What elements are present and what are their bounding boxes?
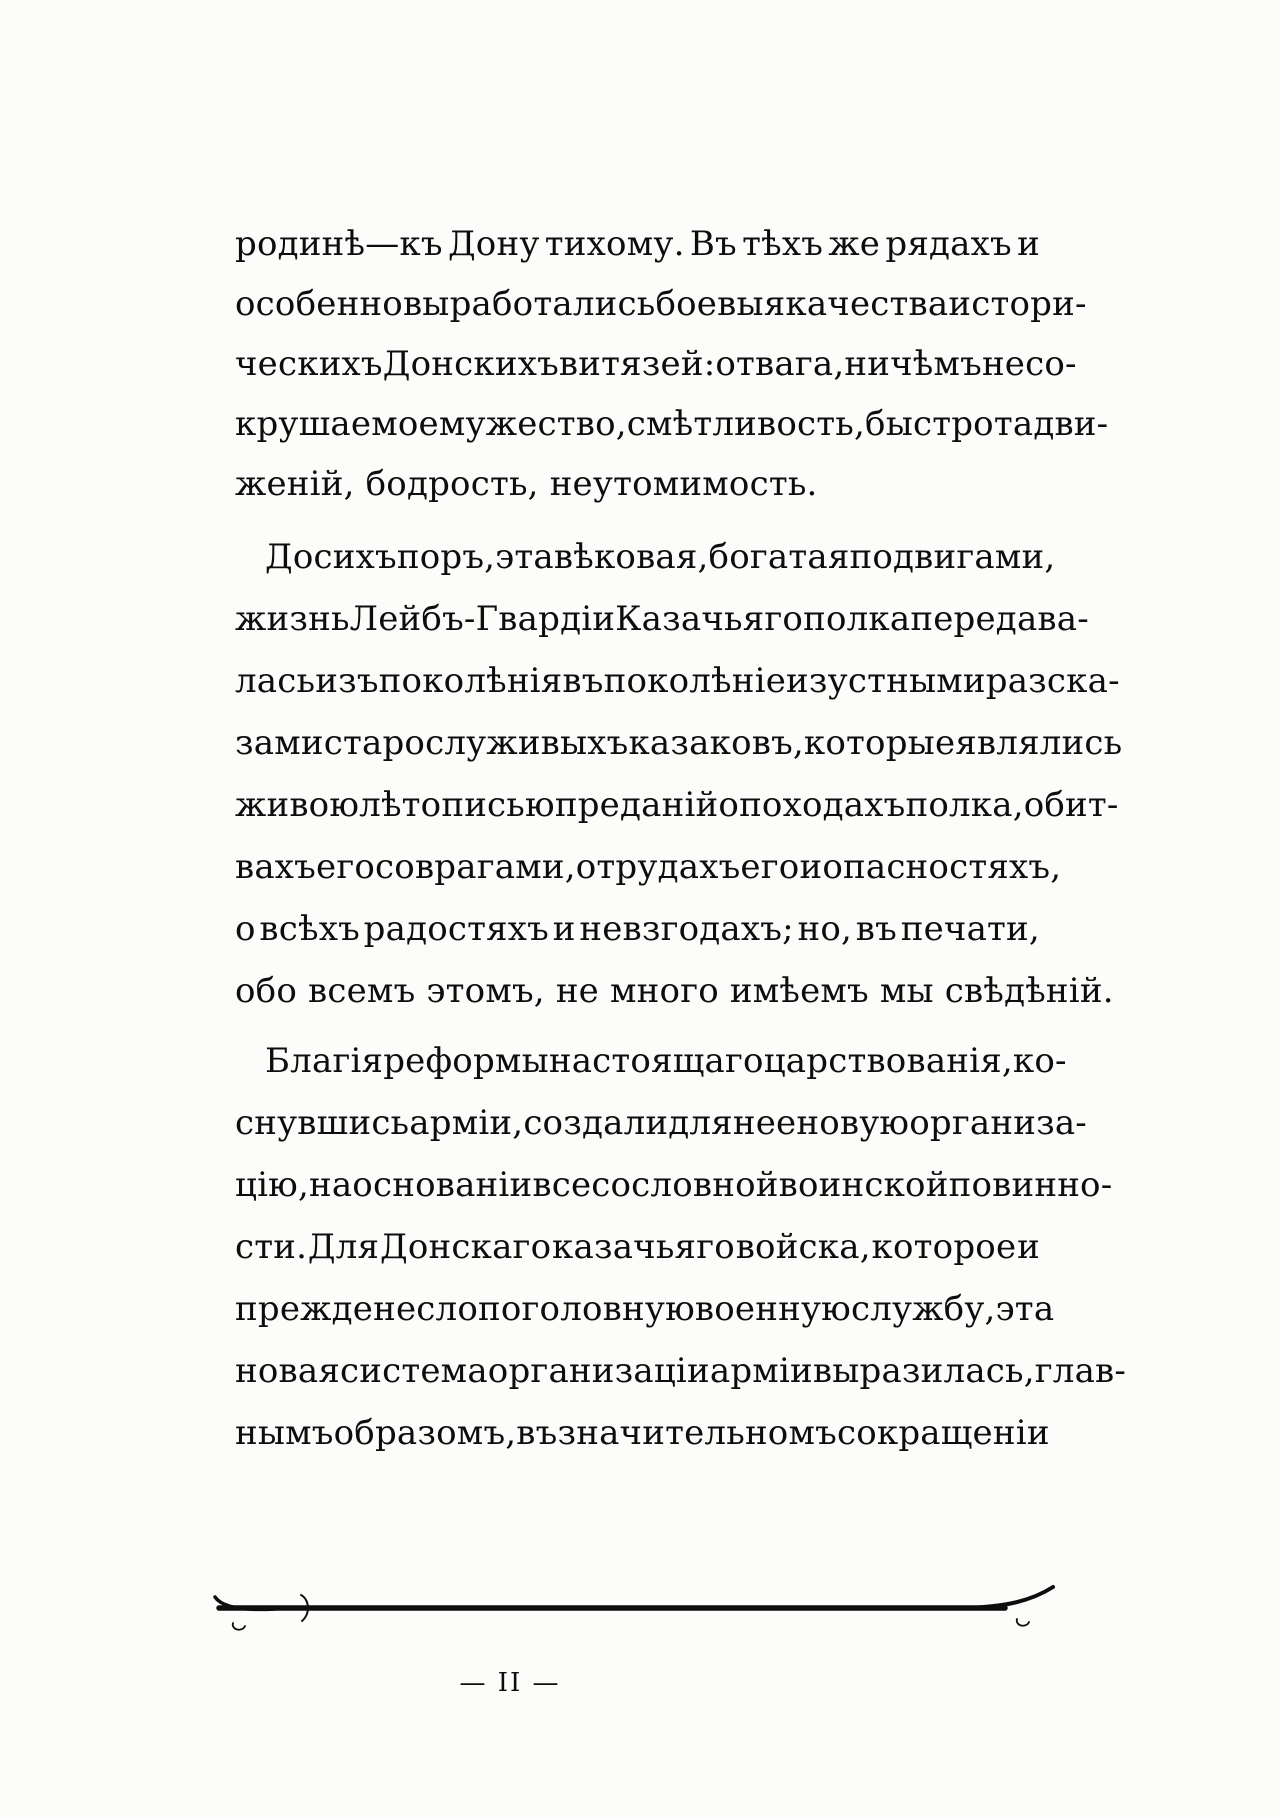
text-line: лась изъ поколѣнія въ поколѣніе изустными разска- (235, 661, 1120, 701)
text-line: особенно выработались боевыя качества истори- (235, 284, 1087, 324)
text-line: снувшись арміи, создали для нее новую организа- (235, 1103, 1087, 1143)
text-line: живою лѣтописью преданій о походахъ полка, о бит- (235, 785, 1119, 825)
tailpiece-rule (205, 1575, 1065, 1645)
text-line: новая система организаціи арміи выразилась, глав- (235, 1351, 1127, 1391)
paragraph (235, 214, 1109, 514)
paragraph (235, 1030, 1127, 1464)
text-line: родинѣ—къ Дону тихому. Въ тѣхъ же рядахъ и (235, 224, 1040, 264)
text-line: крушаемое мужество, смѣтливость, быстрота дви- (235, 404, 1109, 444)
text-line: женій, бодрость, неутомимость. (235, 464, 818, 504)
text-line: До сихъ поръ, эта вѣковая, богатая подвигами, (265, 537, 1056, 577)
text-line: прежде несло поголовную военную службу, эта (235, 1289, 1055, 1329)
text-line: Благія реформы настоящаго царствованія, ко- (265, 1041, 1067, 1081)
text-line: ческихъ Донскихъ витязей: отвага, ничѣмъ не со- (235, 344, 1077, 384)
paragraph (235, 526, 1123, 1022)
text-line: о всѣхъ радостяхъ и невзгодахъ; но, въ печати, (235, 909, 1040, 949)
text-line: нымъ образомъ, въ значительномъ сокращеніи (235, 1413, 1050, 1453)
text-line: сти. Для Донскаго казачьяго войска, которое и (235, 1227, 1040, 1267)
text-line: жизнь Лейбъ-Гвардіи Казачьяго полка передава- (235, 599, 1089, 639)
text-line: обо всемъ этомъ, не много имѣемъ мы свѣдѣній. (235, 971, 1114, 1011)
text-line: вахъ его со врагами, о трудахъ его и опасностяхъ, (235, 847, 1062, 887)
page-number: — II — (459, 1668, 561, 1698)
text-line: зами старослуживыхъ казаковъ, которые являлись (235, 723, 1123, 763)
text-line: цію, на основаніи всесословной воинской повинно- (235, 1165, 1113, 1205)
